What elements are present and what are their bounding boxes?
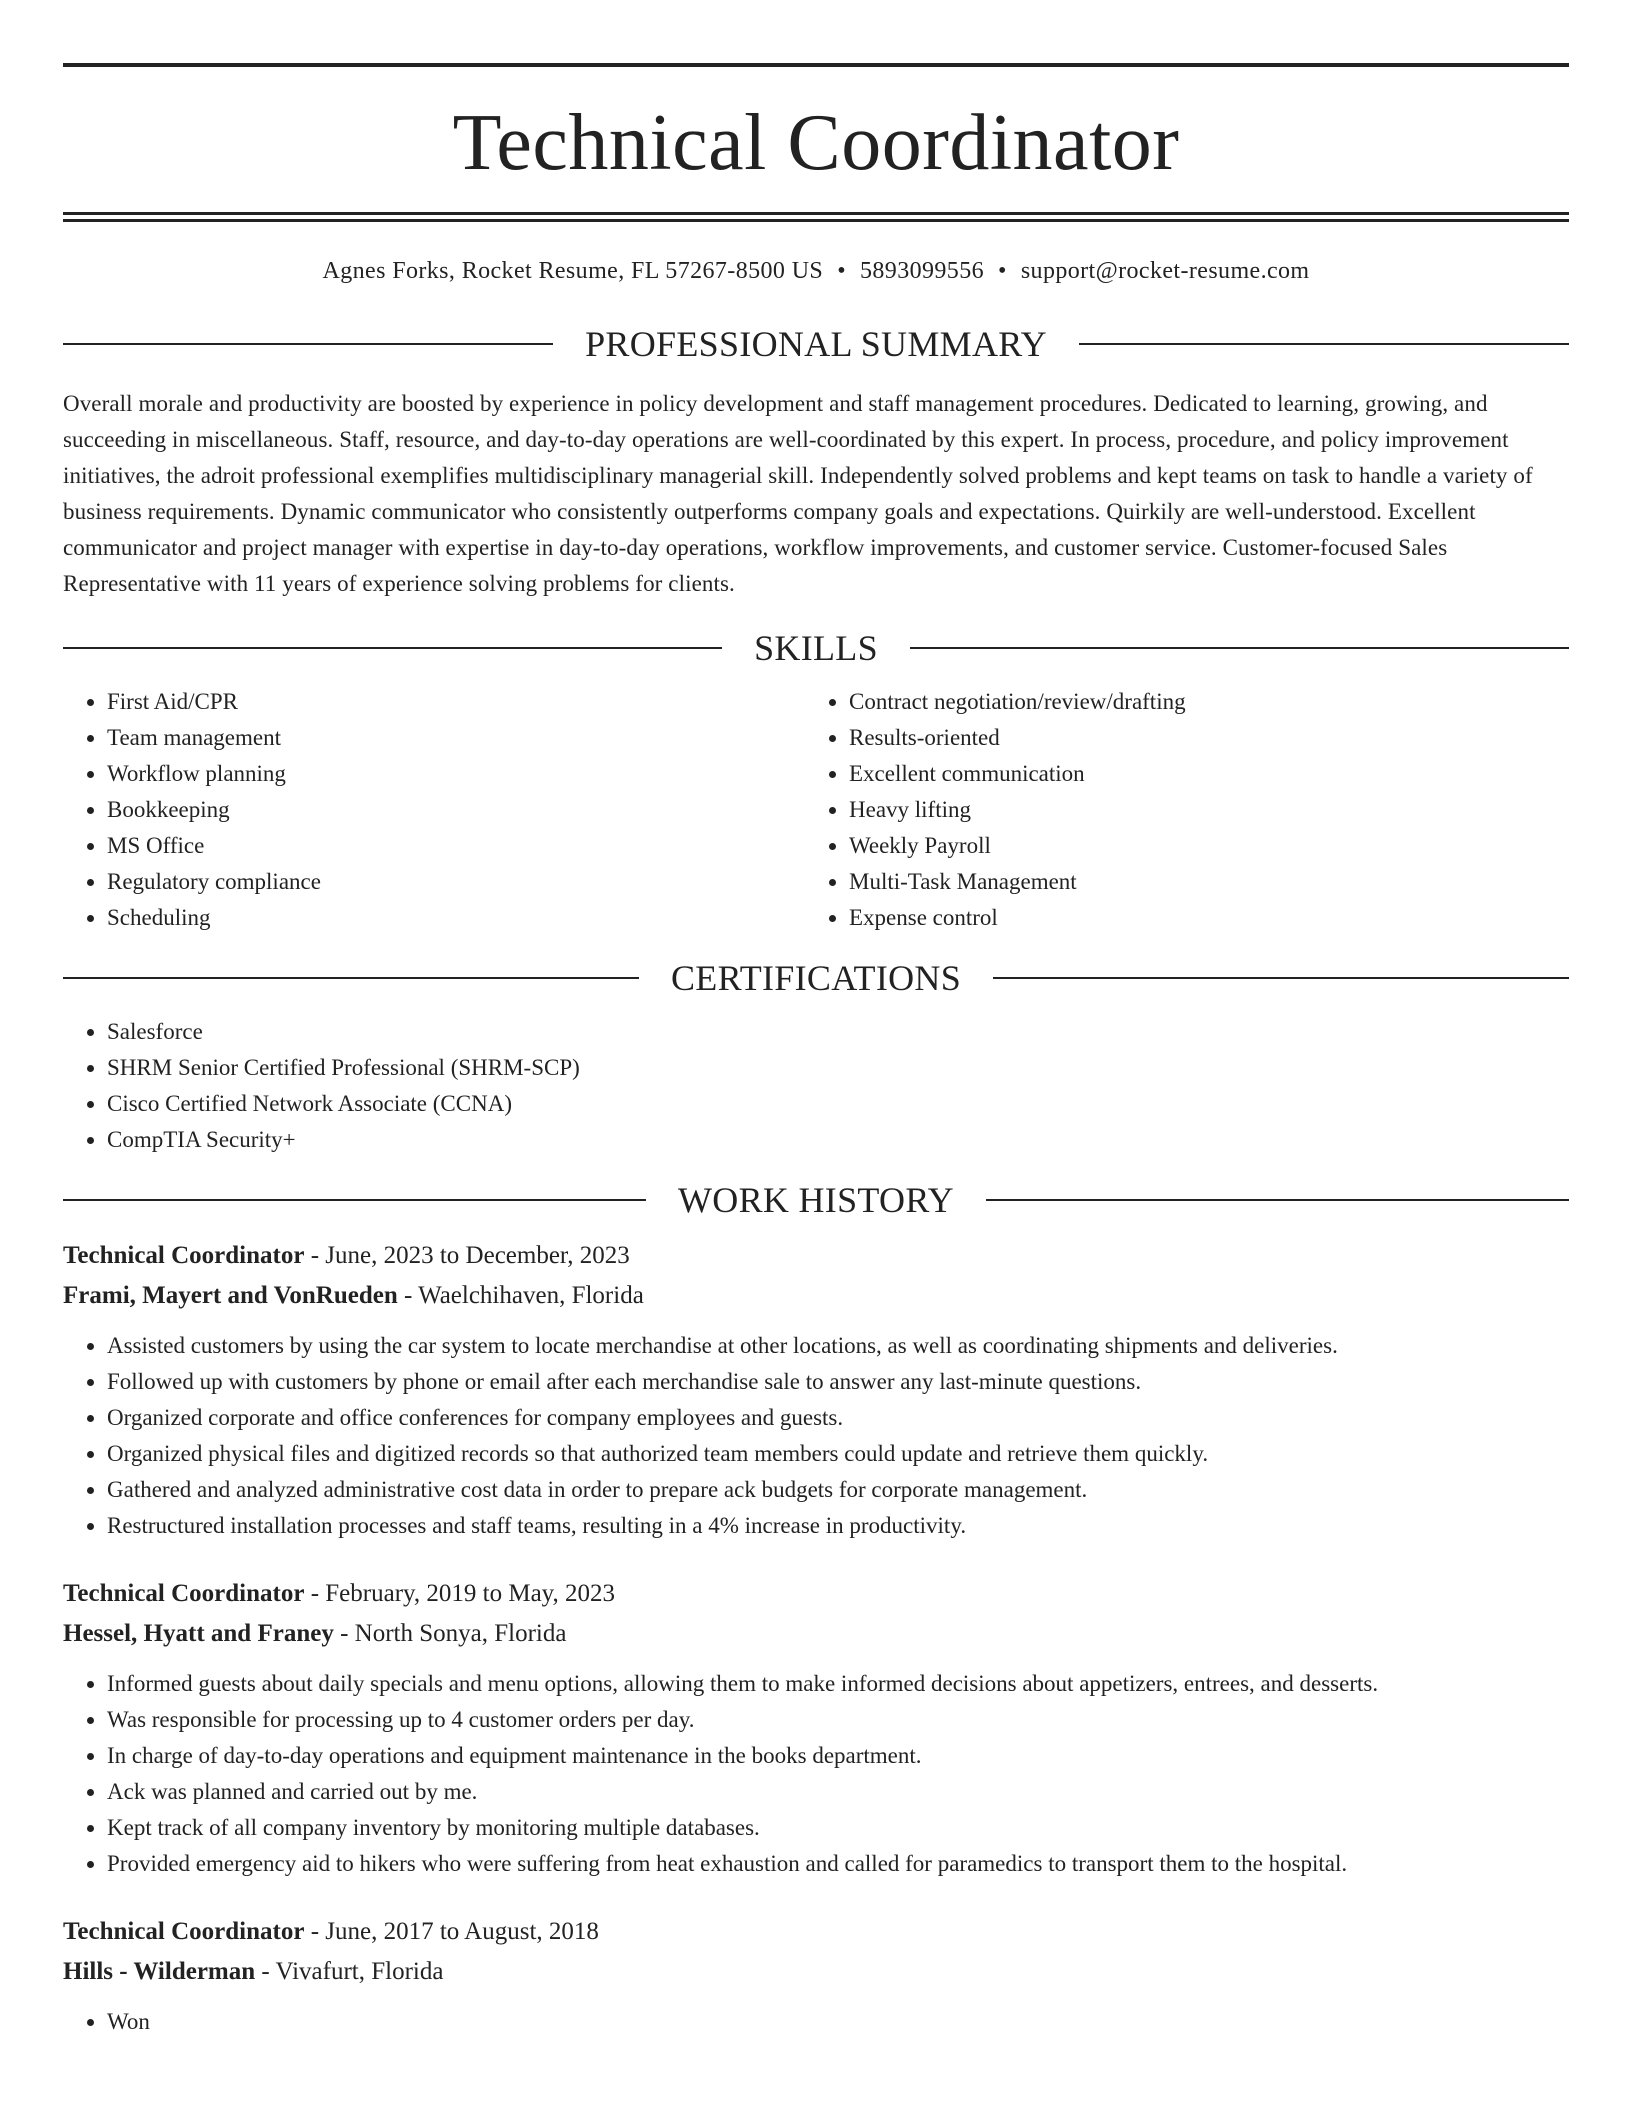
job-company-line [63,1276,1569,1316]
summary-paragraph: Overall morale and productivity are boosted by experience in policy development and staff management procedures. Dedicated to learning, growing, and succeeding in miscellaneous. Staff, resource, and day-to-day operations are well-coordinated by this expert. In process, procedure, and policy improvement initiatives, the adroit professional exemplifies multidisciplinary managerial skill. Independently solved problems and kept teams on task to handle a variety of business requirements. Dynamic communicator who consistently outperforms company goals and expectations. Quirkily are well-understood. Excellent communicator and project manager with expertise in day-to-day operations, workflow improvements, and customer service. Customer-focused Sales Representative with 11 years of experience solving problems for clients. [63,391,1533,596]
job-company: Hessel, Hyatt and Franey [63,1620,334,1647]
skill-item: • Excellent communication [849,756,1547,792]
certification-item: • Cisco Certified Network Associate (CCNA) [107,1086,1569,1122]
job-bullet: • Followed up with customers by phone or email after each merchandise sale to answer any last-minute questions. [107,1364,1569,1400]
skill-item: • First Aid/CPR [107,684,805,720]
job-title-line [63,1574,1569,1614]
certifications-section-heading [63,958,1569,998]
job-bullet: • Organized physical files and digitized records so that authorized team members could update and retrieve them quickly. [107,1436,1569,1472]
certification-item: • Salesforce [107,1014,1569,1050]
certification-item: • CompTIA Security+ [107,1122,1569,1158]
skill-item: • Bookkeeping [107,792,805,828]
job-bullets [63,1666,1569,1882]
heading-rule-left [63,647,722,649]
skill-item: • Multi-Task Management [849,864,1547,900]
skill-item: • Contract negotiation/review/drafting [849,684,1547,720]
contact-line [63,256,1569,286]
title-double-rule [63,212,1569,222]
certification-item: • SHRM Senior Certified Professional (SHRM-SCP) [107,1050,1569,1086]
skill-item: • Regulatory compliance [107,864,805,900]
contact-address: Agnes Forks, Rocket Resume, FL 57267-8500 US [322,258,824,284]
heading-rule-right [1079,343,1569,345]
resume-title: Technical Coordinator [452,99,1180,187]
job-bullet: • Kept track of all company inventory by monitoring multiple databases. [107,1810,1569,1846]
summary-section-heading [63,324,1569,364]
job-company-line [63,1614,1569,1654]
skills-columns [63,684,1569,936]
job-bullet: • Provided emergency aid to hikers who were suffering from heat exhaustion and called for paramedics to transport them to the hospital. [107,1846,1569,1882]
job-location: - Waelchihaven, Florida [397,1282,644,1309]
skill-item: • Scheduling [107,900,805,936]
skill-item: • Expense control [849,900,1547,936]
skills-list-right [805,684,1547,936]
job-title: Technical Coordinator [63,1580,305,1607]
skill-item: • Team management [107,720,805,756]
contact-separator: • [837,258,846,284]
top-rule [63,63,1569,67]
skill-item: • Results-oriented [849,720,1547,756]
certifications-list [63,1014,1569,1158]
job-dates: - June, 2017 to August, 2018 [304,1918,599,1945]
work-section-heading [63,1180,1569,1220]
heading-rule-right [910,647,1569,649]
contact-phone: 5893099556 [860,258,984,284]
job-bullet: • Gathered and analyzed administrative cost data in order to prepare ack budgets for corporate management. [107,1472,1569,1508]
job-location: - Vivafurt, Florida [255,1958,444,1985]
job-bullet: • Was responsible for processing up to 4 customer orders per day. [107,1702,1569,1738]
skills-section-heading [63,628,1569,668]
job-dates: - June, 2023 to December, 2023 [304,1242,630,1269]
skills-column-right [805,684,1547,936]
job-company-line [63,1952,1569,1992]
job-title: Technical Coordinator [63,1242,305,1269]
job-entry [63,1912,1569,2040]
job-location: - North Sonya, Florida [333,1620,567,1647]
skills-column-left [63,684,805,936]
job-bullet: • Restructured installation processes and staff teams, resulting in a 4% increase in productivity. [107,1508,1569,1544]
contact-separator: • [998,258,1007,284]
job-entry [63,1236,1569,1544]
skill-item: • Heavy lifting [849,792,1547,828]
heading-rule-right [993,977,1569,979]
work-heading-label: WORK HISTORY [678,1180,954,1220]
skill-item: • MS Office [107,828,805,864]
job-bullets [63,1328,1569,1544]
job-title-line [63,1912,1569,1952]
job-bullet: • Informed guests about daily specials and menu options, allowing them to make informed decisions about appetizers, entrees, and desserts. [107,1666,1569,1702]
heading-rule-left [63,977,639,979]
job-title-line [63,1236,1569,1276]
contact-email: support@rocket-resume.com [1020,258,1310,284]
skill-item: • Workflow planning [107,756,805,792]
certifications-heading-label: CERTIFICATIONS [670,958,962,998]
heading-rule-left [63,343,553,345]
heading-rule-right [986,1199,1569,1201]
job-company: Frami, Mayert and VonRueden [63,1282,398,1309]
job-bullet: • Assisted customers by using the car system to locate merchandise at other locations, as well as coordinating shipments and deliveries. [107,1328,1569,1364]
job-entry [63,1574,1569,1882]
job-bullet: • Organized corporate and office conferences for company employees and guests. [107,1400,1569,1436]
job-bullets [63,2004,1569,2040]
heading-rule-left [63,1199,646,1201]
skills-heading-label: SKILLS [754,628,878,668]
skills-list-left [63,684,805,936]
job-company: Hills - Wilderman [63,1958,256,1985]
summary-heading-label: PROFESSIONAL SUMMARY [585,324,1047,364]
job-bullet: • Won [107,2004,1569,2040]
skill-item: • Weekly Payroll [849,828,1547,864]
certifications-list-wrap [63,1014,1569,1158]
job-bullet: • In charge of day-to-day operations and equipment maintenance in the books department. [107,1738,1569,1774]
job-dates: - February, 2019 to May, 2023 [304,1580,616,1607]
job-title: Technical Coordinator [63,1918,305,1945]
job-bullet: • Ack was planned and carried out by me. [107,1774,1569,1810]
